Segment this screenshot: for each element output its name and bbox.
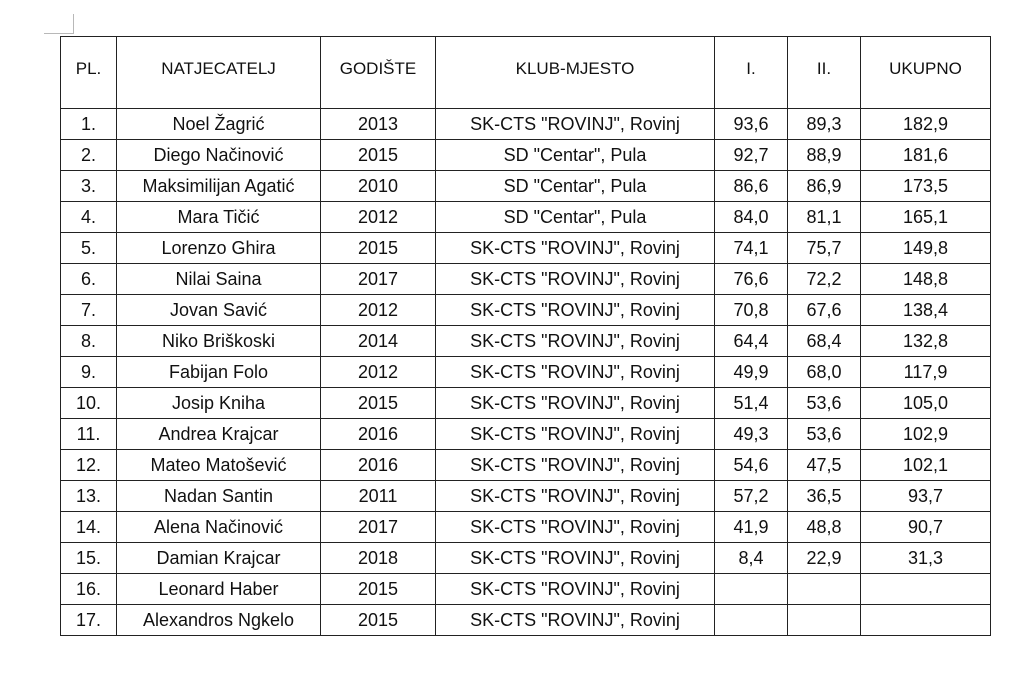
cell-club: SK-CTS "ROVINJ", Rovinj	[436, 357, 715, 388]
header-club: KLUB-MJESTO	[436, 37, 715, 109]
cell-round-1: 92,7	[715, 140, 788, 171]
cell-round-1: 49,3	[715, 419, 788, 450]
cell-total	[861, 574, 991, 605]
header-place: PL.	[61, 37, 117, 109]
cell-total: 165,1	[861, 202, 991, 233]
cell-total: 90,7	[861, 512, 991, 543]
cell-total: 181,6	[861, 140, 991, 171]
table-row	[61, 574, 991, 605]
header-competitor: NATJECATELJ	[117, 37, 321, 109]
cell-club: SK-CTS "ROVINJ", Rovinj	[436, 605, 715, 636]
cell-competitor: Josip Kniha	[117, 388, 321, 419]
table-row	[61, 357, 991, 388]
cell-place: 11.	[61, 419, 117, 450]
cell-competitor: Alena Načinović	[117, 512, 321, 543]
cell-club: SK-CTS "ROVINJ", Rovinj	[436, 109, 715, 140]
cell-place: 12.	[61, 450, 117, 481]
cell-club: SK-CTS "ROVINJ", Rovinj	[436, 388, 715, 419]
cell-round-1	[715, 605, 788, 636]
cell-competitor: Nilai Saina	[117, 264, 321, 295]
cell-place: 6.	[61, 264, 117, 295]
cell-round-2: 53,6	[788, 388, 861, 419]
cell-competitor: Leonard Haber	[117, 574, 321, 605]
cell-round-2: 53,6	[788, 419, 861, 450]
cell-club: SK-CTS "ROVINJ", Rovinj	[436, 450, 715, 481]
cell-round-1: 84,0	[715, 202, 788, 233]
header-round-2: II.	[788, 37, 861, 109]
cell-round-2: 67,6	[788, 295, 861, 326]
cell-place: 16.	[61, 574, 117, 605]
cell-competitor: Damian Krajcar	[117, 543, 321, 574]
cell-round-2	[788, 605, 861, 636]
cell-year: 2012	[321, 295, 436, 326]
cell-round-2	[788, 574, 861, 605]
cell-place: 17.	[61, 605, 117, 636]
cell-club: SK-CTS "ROVINJ", Rovinj	[436, 419, 715, 450]
cell-club: SK-CTS "ROVINJ", Rovinj	[436, 233, 715, 264]
table-row	[61, 233, 991, 264]
cell-round-2: 68,4	[788, 326, 861, 357]
cell-place: 8.	[61, 326, 117, 357]
cell-total: 132,8	[861, 326, 991, 357]
table-row	[61, 264, 991, 295]
cell-year: 2011	[321, 481, 436, 512]
table-row	[61, 543, 991, 574]
cell-place: 1.	[61, 109, 117, 140]
cell-round-1: 54,6	[715, 450, 788, 481]
cell-year: 2015	[321, 605, 436, 636]
cell-total: 149,8	[861, 233, 991, 264]
cell-place: 5.	[61, 233, 117, 264]
margin-corner-mark	[44, 33, 74, 34]
cell-competitor: Diego Načinović	[117, 140, 321, 171]
table-row	[61, 295, 991, 326]
table-row	[61, 450, 991, 481]
cell-year: 2016	[321, 450, 436, 481]
cell-club: SD "Centar", Pula	[436, 171, 715, 202]
cell-round-2: 86,9	[788, 171, 861, 202]
cell-competitor: Maksimilijan Agatić	[117, 171, 321, 202]
cell-round-2: 36,5	[788, 481, 861, 512]
cell-round-2: 89,3	[788, 109, 861, 140]
cell-club: SK-CTS "ROVINJ", Rovinj	[436, 481, 715, 512]
cell-competitor: Nadan Santin	[117, 481, 321, 512]
cell-year: 2013	[321, 109, 436, 140]
cell-round-1: 74,1	[715, 233, 788, 264]
cell-year: 2012	[321, 357, 436, 388]
cell-round-1	[715, 574, 788, 605]
cell-year: 2016	[321, 419, 436, 450]
table-row	[61, 326, 991, 357]
cell-round-2: 75,7	[788, 233, 861, 264]
cell-club: SD "Centar", Pula	[436, 140, 715, 171]
cell-round-2: 88,9	[788, 140, 861, 171]
cell-round-1: 76,6	[715, 264, 788, 295]
cell-place: 13.	[61, 481, 117, 512]
cell-competitor: Mara Tičić	[117, 202, 321, 233]
table-row	[61, 140, 991, 171]
cell-round-2: 22,9	[788, 543, 861, 574]
cell-year: 2017	[321, 264, 436, 295]
cell-total: 102,9	[861, 419, 991, 450]
cell-total: 148,8	[861, 264, 991, 295]
header-round-1: I.	[715, 37, 788, 109]
cell-year: 2014	[321, 326, 436, 357]
cell-round-1: 8,4	[715, 543, 788, 574]
cell-round-1: 49,9	[715, 357, 788, 388]
cell-place: 2.	[61, 140, 117, 171]
table-header-row	[61, 37, 991, 109]
cell-club: SK-CTS "ROVINJ", Rovinj	[436, 574, 715, 605]
cell-club: SK-CTS "ROVINJ", Rovinj	[436, 264, 715, 295]
cell-total: 31,3	[861, 543, 991, 574]
cell-total: 105,0	[861, 388, 991, 419]
cell-competitor: Andrea Krajcar	[117, 419, 321, 450]
cell-total	[861, 605, 991, 636]
cell-year: 2012	[321, 202, 436, 233]
cell-round-1: 70,8	[715, 295, 788, 326]
cell-place: 7.	[61, 295, 117, 326]
table-row	[61, 605, 991, 636]
cell-year: 2010	[321, 171, 436, 202]
cell-place: 3.	[61, 171, 117, 202]
cell-round-2: 48,8	[788, 512, 861, 543]
cell-year: 2015	[321, 574, 436, 605]
cell-year: 2015	[321, 233, 436, 264]
cell-competitor: Jovan Savić	[117, 295, 321, 326]
cell-competitor: Fabijan Folo	[117, 357, 321, 388]
table-row	[61, 171, 991, 202]
cell-round-1: 51,4	[715, 388, 788, 419]
cell-round-1: 41,9	[715, 512, 788, 543]
header-year: GODIŠTE	[321, 37, 436, 109]
cell-club: SK-CTS "ROVINJ", Rovinj	[436, 512, 715, 543]
cell-competitor: Mateo Matošević	[117, 450, 321, 481]
cell-club: SD "Centar", Pula	[436, 202, 715, 233]
cell-year: 2018	[321, 543, 436, 574]
cell-round-2: 81,1	[788, 202, 861, 233]
cell-club: SK-CTS "ROVINJ", Rovinj	[436, 326, 715, 357]
cell-total: 102,1	[861, 450, 991, 481]
cell-round-1: 86,6	[715, 171, 788, 202]
cell-round-2: 72,2	[788, 264, 861, 295]
cell-year: 2015	[321, 140, 436, 171]
cell-total: 173,5	[861, 171, 991, 202]
cell-competitor: Alexandros Ngkelo	[117, 605, 321, 636]
table-body	[61, 109, 991, 636]
table-row	[61, 388, 991, 419]
cell-round-1: 64,4	[715, 326, 788, 357]
cell-year: 2015	[321, 388, 436, 419]
table-row	[61, 202, 991, 233]
cell-round-1: 57,2	[715, 481, 788, 512]
cell-club: SK-CTS "ROVINJ", Rovinj	[436, 543, 715, 574]
table-row	[61, 419, 991, 450]
results-table	[60, 36, 991, 636]
cell-place: 10.	[61, 388, 117, 419]
cell-year: 2017	[321, 512, 436, 543]
cell-place: 4.	[61, 202, 117, 233]
cell-total: 138,4	[861, 295, 991, 326]
cell-place: 15.	[61, 543, 117, 574]
margin-corner-mark	[73, 14, 74, 34]
cell-club: SK-CTS "ROVINJ", Rovinj	[436, 295, 715, 326]
cell-place: 14.	[61, 512, 117, 543]
table-row	[61, 481, 991, 512]
cell-competitor: Noel Žagrić	[117, 109, 321, 140]
cell-round-2: 47,5	[788, 450, 861, 481]
cell-competitor: Niko Briškoski	[117, 326, 321, 357]
cell-place: 9.	[61, 357, 117, 388]
cell-competitor: Lorenzo Ghira	[117, 233, 321, 264]
table-row	[61, 512, 991, 543]
cell-total: 117,9	[861, 357, 991, 388]
cell-round-2: 68,0	[788, 357, 861, 388]
cell-round-1: 93,6	[715, 109, 788, 140]
cell-total: 93,7	[861, 481, 991, 512]
cell-total: 182,9	[861, 109, 991, 140]
header-total: UKUPNO	[861, 37, 991, 109]
table-row	[61, 109, 991, 140]
